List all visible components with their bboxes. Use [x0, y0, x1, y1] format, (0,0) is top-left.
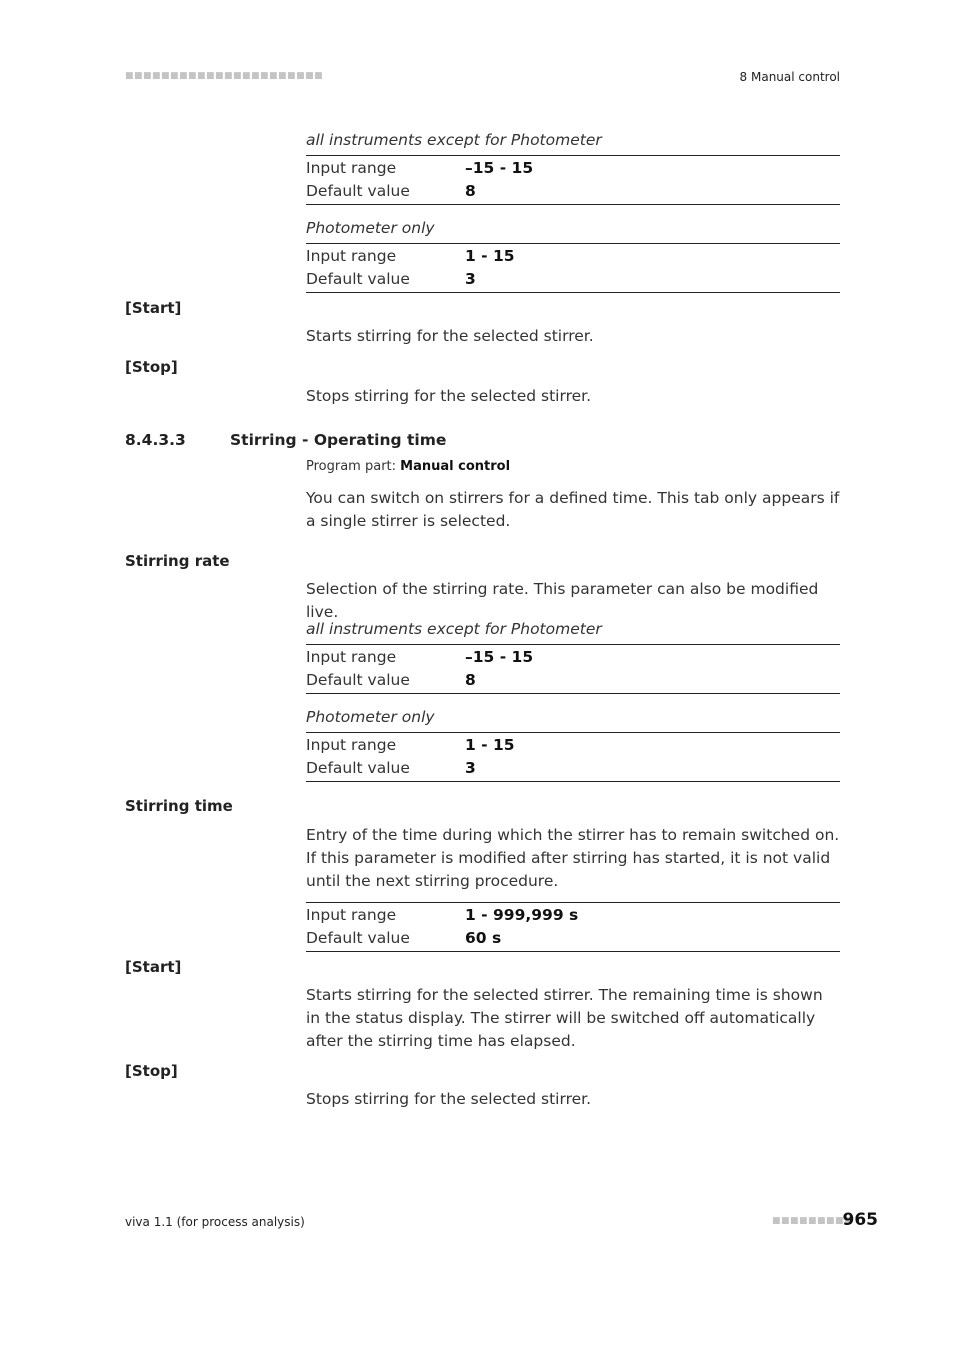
row-key: Input range — [306, 736, 397, 754]
start-description: Starts stirring for the selected stirrer. — [306, 327, 594, 345]
table-row — [306, 757, 840, 780]
parameter-table — [306, 902, 840, 952]
row-key: Input range — [306, 906, 397, 924]
table-row — [306, 245, 840, 268]
row-value: 3 — [465, 758, 476, 777]
row-key: Input range — [306, 159, 397, 177]
table-row — [306, 268, 840, 291]
table-row — [306, 734, 840, 757]
row-value: 8 — [465, 670, 476, 689]
program-part-value: Manual control — [400, 459, 511, 474]
row-value: 8 — [465, 181, 476, 200]
row-value: 60 s — [465, 928, 502, 947]
stop-label: [Stop] — [125, 358, 178, 376]
start-label: [Start] — [125, 958, 182, 976]
page-number: 965 — [842, 1210, 878, 1230]
start-description: Starts stirring for the selected stirrer. The remaining time is shown in the status display. The stirrer will be switched off automatically after the stirring time has elapsed. — [306, 986, 823, 1050]
parameter-table — [306, 243, 840, 293]
table-caption: Photometer only — [306, 219, 435, 237]
parameter-table — [306, 155, 840, 205]
row-value: 1 - 999,999 s — [465, 906, 579, 924]
row-value: 3 — [465, 269, 476, 288]
row-key: Input range — [306, 247, 397, 265]
program-part-label: Program part: — [306, 459, 397, 474]
table-row — [306, 157, 840, 180]
footer-decoration: ■■■■■■■■■ — [772, 1216, 854, 1226]
row-value: 1 - 15 — [465, 247, 515, 265]
stirring-rate-label: Stirring rate — [125, 552, 230, 570]
section-title: Stirring - Operating time — [230, 431, 447, 449]
row-key: Default value — [306, 181, 410, 200]
table-row — [306, 904, 840, 927]
table-caption: Photometer only — [306, 708, 435, 726]
row-value: –15 - 15 — [465, 159, 534, 177]
stirring-time-description: Entry of the time during which the stirrer has to remain switched on. If this parameter is modified after stirring has started, it is not valid until the next stirring procedure. — [306, 826, 840, 890]
table-caption: all instruments except for Photometer — [306, 620, 602, 638]
header-decoration: ■■■■■■■■■■■■■■■■■■■■■■ — [125, 71, 324, 81]
stop-label: [Stop] — [125, 1062, 178, 1080]
table-row — [306, 669, 840, 692]
stirring-time-label: Stirring time — [125, 797, 233, 815]
table-caption: all instruments except for Photometer — [306, 131, 602, 149]
section-number: 8.4.3.3 — [125, 431, 186, 449]
row-value: 1 - 15 — [465, 736, 515, 754]
stop-description: Stops stirring for the selected stirrer. — [306, 387, 592, 405]
row-key: Default value — [306, 269, 410, 288]
parameter-table — [306, 644, 840, 694]
row-value: –15 - 15 — [465, 648, 534, 666]
table-row — [306, 646, 840, 669]
table-row — [306, 927, 840, 950]
footer-product: viva 1.1 (for process analysis) — [125, 1215, 305, 1229]
row-key: Default value — [306, 670, 410, 689]
start-label: [Start] — [125, 299, 182, 317]
stirring-rate-description: Selection of the stirring rate. This parameter can also be modified live. — [306, 580, 819, 621]
stop-description: Stops stirring for the selected stirrer. — [306, 1090, 592, 1108]
section-intro: You can switch on stirrers for a defined time. This tab only appears if a single stirrer is selected. — [306, 489, 840, 530]
program-part — [306, 459, 510, 474]
chapter-title: 8 Manual control — [739, 70, 840, 84]
table-row — [306, 180, 840, 203]
row-key: Default value — [306, 928, 410, 947]
parameter-table — [306, 732, 840, 782]
row-key: Input range — [306, 648, 397, 666]
row-key: Default value — [306, 758, 410, 777]
